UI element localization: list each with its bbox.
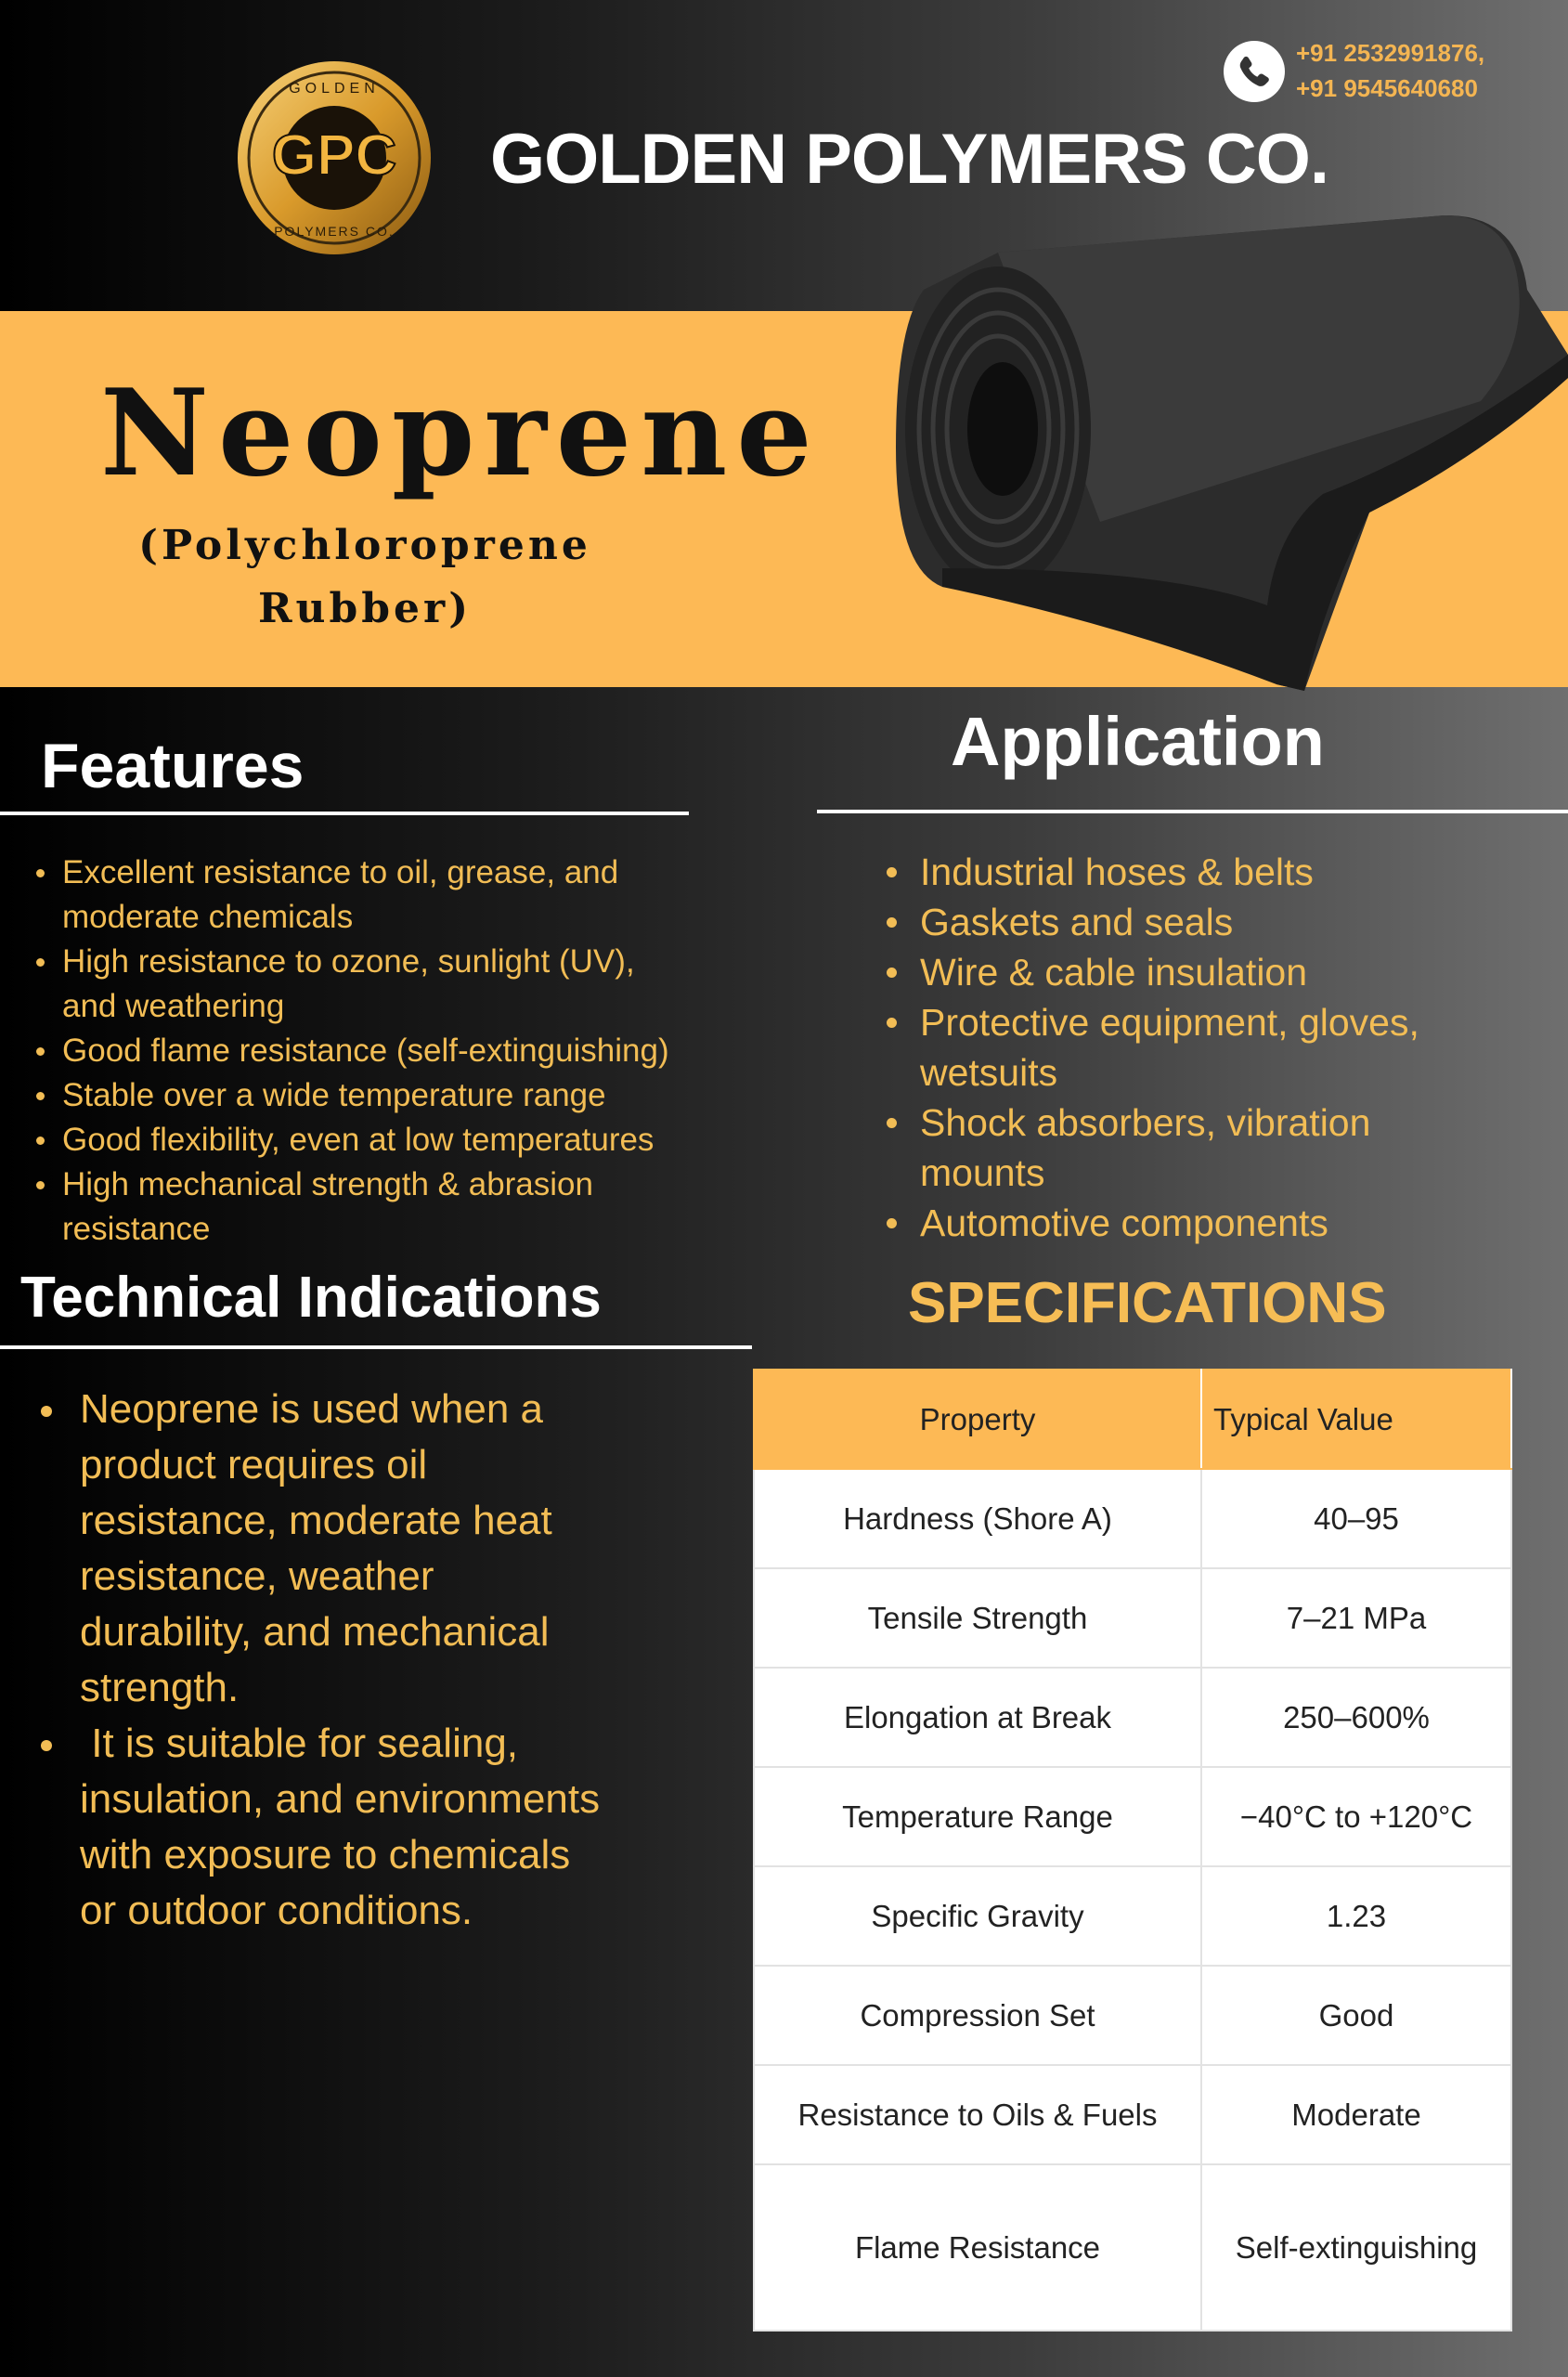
- features-divider: [0, 812, 689, 815]
- table-header-row: [754, 1370, 1511, 1469]
- list-item: Industrial hoses & belts: [887, 847, 1419, 897]
- value-cell: Good: [1201, 1966, 1511, 2065]
- list-item: Neoprene is used when a product requires oil resistance, moderate heat resistance, weather durability, and mechanical strength.: [41, 1382, 600, 1716]
- list-item: Good flame resistance (self-extinguishing): [36, 1029, 669, 1073]
- bullet-icon: [887, 1018, 897, 1028]
- property-cell: Resistance to Oils & Fuels: [754, 2065, 1201, 2164]
- bullet-icon: [887, 1218, 897, 1228]
- list-item: Protective equipment, gloves, wetsuits: [887, 997, 1419, 1098]
- table-row: [754, 2065, 1511, 2164]
- application-list: [887, 847, 1419, 1248]
- value-cell: Self-extinguishing: [1201, 2164, 1511, 2331]
- list-item: It is suitable for sealing, insulation, and environments with exposure to chemicals or outdoor conditions.: [41, 1716, 600, 1939]
- list-item: Shock absorbers, vibration mounts: [887, 1098, 1419, 1198]
- bullet-icon: [36, 958, 45, 967]
- value-cell: 1.23: [1201, 1866, 1511, 1966]
- features-list: [36, 851, 669, 1252]
- neoprene-roll-image: [887, 215, 1568, 691]
- bullet-icon: [36, 1137, 45, 1145]
- list-item: High resistance to ozone, sunlight (UV), and weathering: [36, 940, 669, 1029]
- value-cell: 40–95: [1201, 1469, 1511, 1568]
- bullet-icon: [36, 1047, 45, 1056]
- column-header-property: Property: [754, 1370, 1201, 1469]
- phone-number-1[interactable]: +91 2532991876,: [1296, 39, 1485, 67]
- table-row: [754, 2164, 1511, 2331]
- bullet-icon: [36, 1181, 45, 1189]
- bullet-icon: [41, 1740, 52, 1751]
- technical-list: [41, 1382, 600, 1939]
- technical-heading: Technical Indications: [20, 1266, 602, 1330]
- table-row: [754, 1469, 1511, 1568]
- bullet-icon: [36, 1092, 45, 1100]
- bullet-icon: [887, 968, 897, 978]
- list-item: High mechanical strength & abrasion resistance: [36, 1163, 669, 1252]
- bullet-icon: [41, 1406, 52, 1417]
- table-row: [754, 1966, 1511, 2065]
- list-item: Gaskets and seals: [887, 897, 1419, 947]
- company-name: GOLDEN POLYMERS CO.: [490, 120, 1328, 199]
- specifications-table: [753, 1369, 1512, 2332]
- svg-text:GOLDEN: GOLDEN: [289, 81, 380, 97]
- product-title: Neoprene: [100, 364, 822, 503]
- property-cell: Hardness (Shore A): [754, 1469, 1201, 1568]
- features-heading: Features: [41, 731, 305, 801]
- svg-text:POLYMERS CO.: POLYMERS CO.: [274, 224, 395, 239]
- product-subtitle-line2: Rubber): [257, 585, 473, 632]
- bullet-icon: [887, 1118, 897, 1128]
- value-cell: 250–600%: [1201, 1668, 1511, 1767]
- technical-divider: [0, 1345, 752, 1349]
- bullet-icon: [887, 867, 897, 877]
- property-cell: Compression Set: [754, 1966, 1201, 2065]
- gpc-logo: [235, 56, 434, 260]
- list-item: Stable over a wide temperature range: [36, 1073, 669, 1118]
- table-row: [754, 1568, 1511, 1668]
- application-heading: Application: [951, 703, 1325, 780]
- table-row: [754, 1668, 1511, 1767]
- phone-number-2[interactable]: +91 9545640680: [1296, 74, 1478, 102]
- bullet-icon: [36, 869, 45, 877]
- product-subtitle-line1: (Polychloroprene: [138, 522, 591, 569]
- list-item: Wire & cable insulation: [887, 947, 1419, 997]
- list-item: Good flexibility, even at low temperatures: [36, 1118, 669, 1163]
- value-cell: Moderate: [1201, 2065, 1511, 2164]
- application-divider: [817, 810, 1568, 813]
- table-row: [754, 1866, 1511, 1966]
- list-item: Automotive components: [887, 1198, 1419, 1248]
- property-cell: Tensile Strength: [754, 1568, 1201, 1668]
- svg-text:GPC: GPC: [271, 123, 397, 188]
- list-item: Excellent resistance to oil, grease, and moderate chemicals: [36, 851, 669, 940]
- property-cell: Elongation at Break: [754, 1668, 1201, 1767]
- phone-icon: [1224, 41, 1285, 102]
- value-cell: 7–21 MPa: [1201, 1568, 1511, 1668]
- column-header-value: Typical Value: [1201, 1370, 1511, 1469]
- property-cell: Temperature Range: [754, 1767, 1201, 1866]
- property-cell: Specific Gravity: [754, 1866, 1201, 1966]
- value-cell: −40°C to +120°C: [1201, 1767, 1511, 1866]
- specifications-heading: SPECIFICATIONS: [908, 1271, 1387, 1335]
- table-row: [754, 1767, 1511, 1866]
- property-cell: Flame Resistance: [754, 2164, 1201, 2331]
- bullet-icon: [887, 917, 897, 928]
